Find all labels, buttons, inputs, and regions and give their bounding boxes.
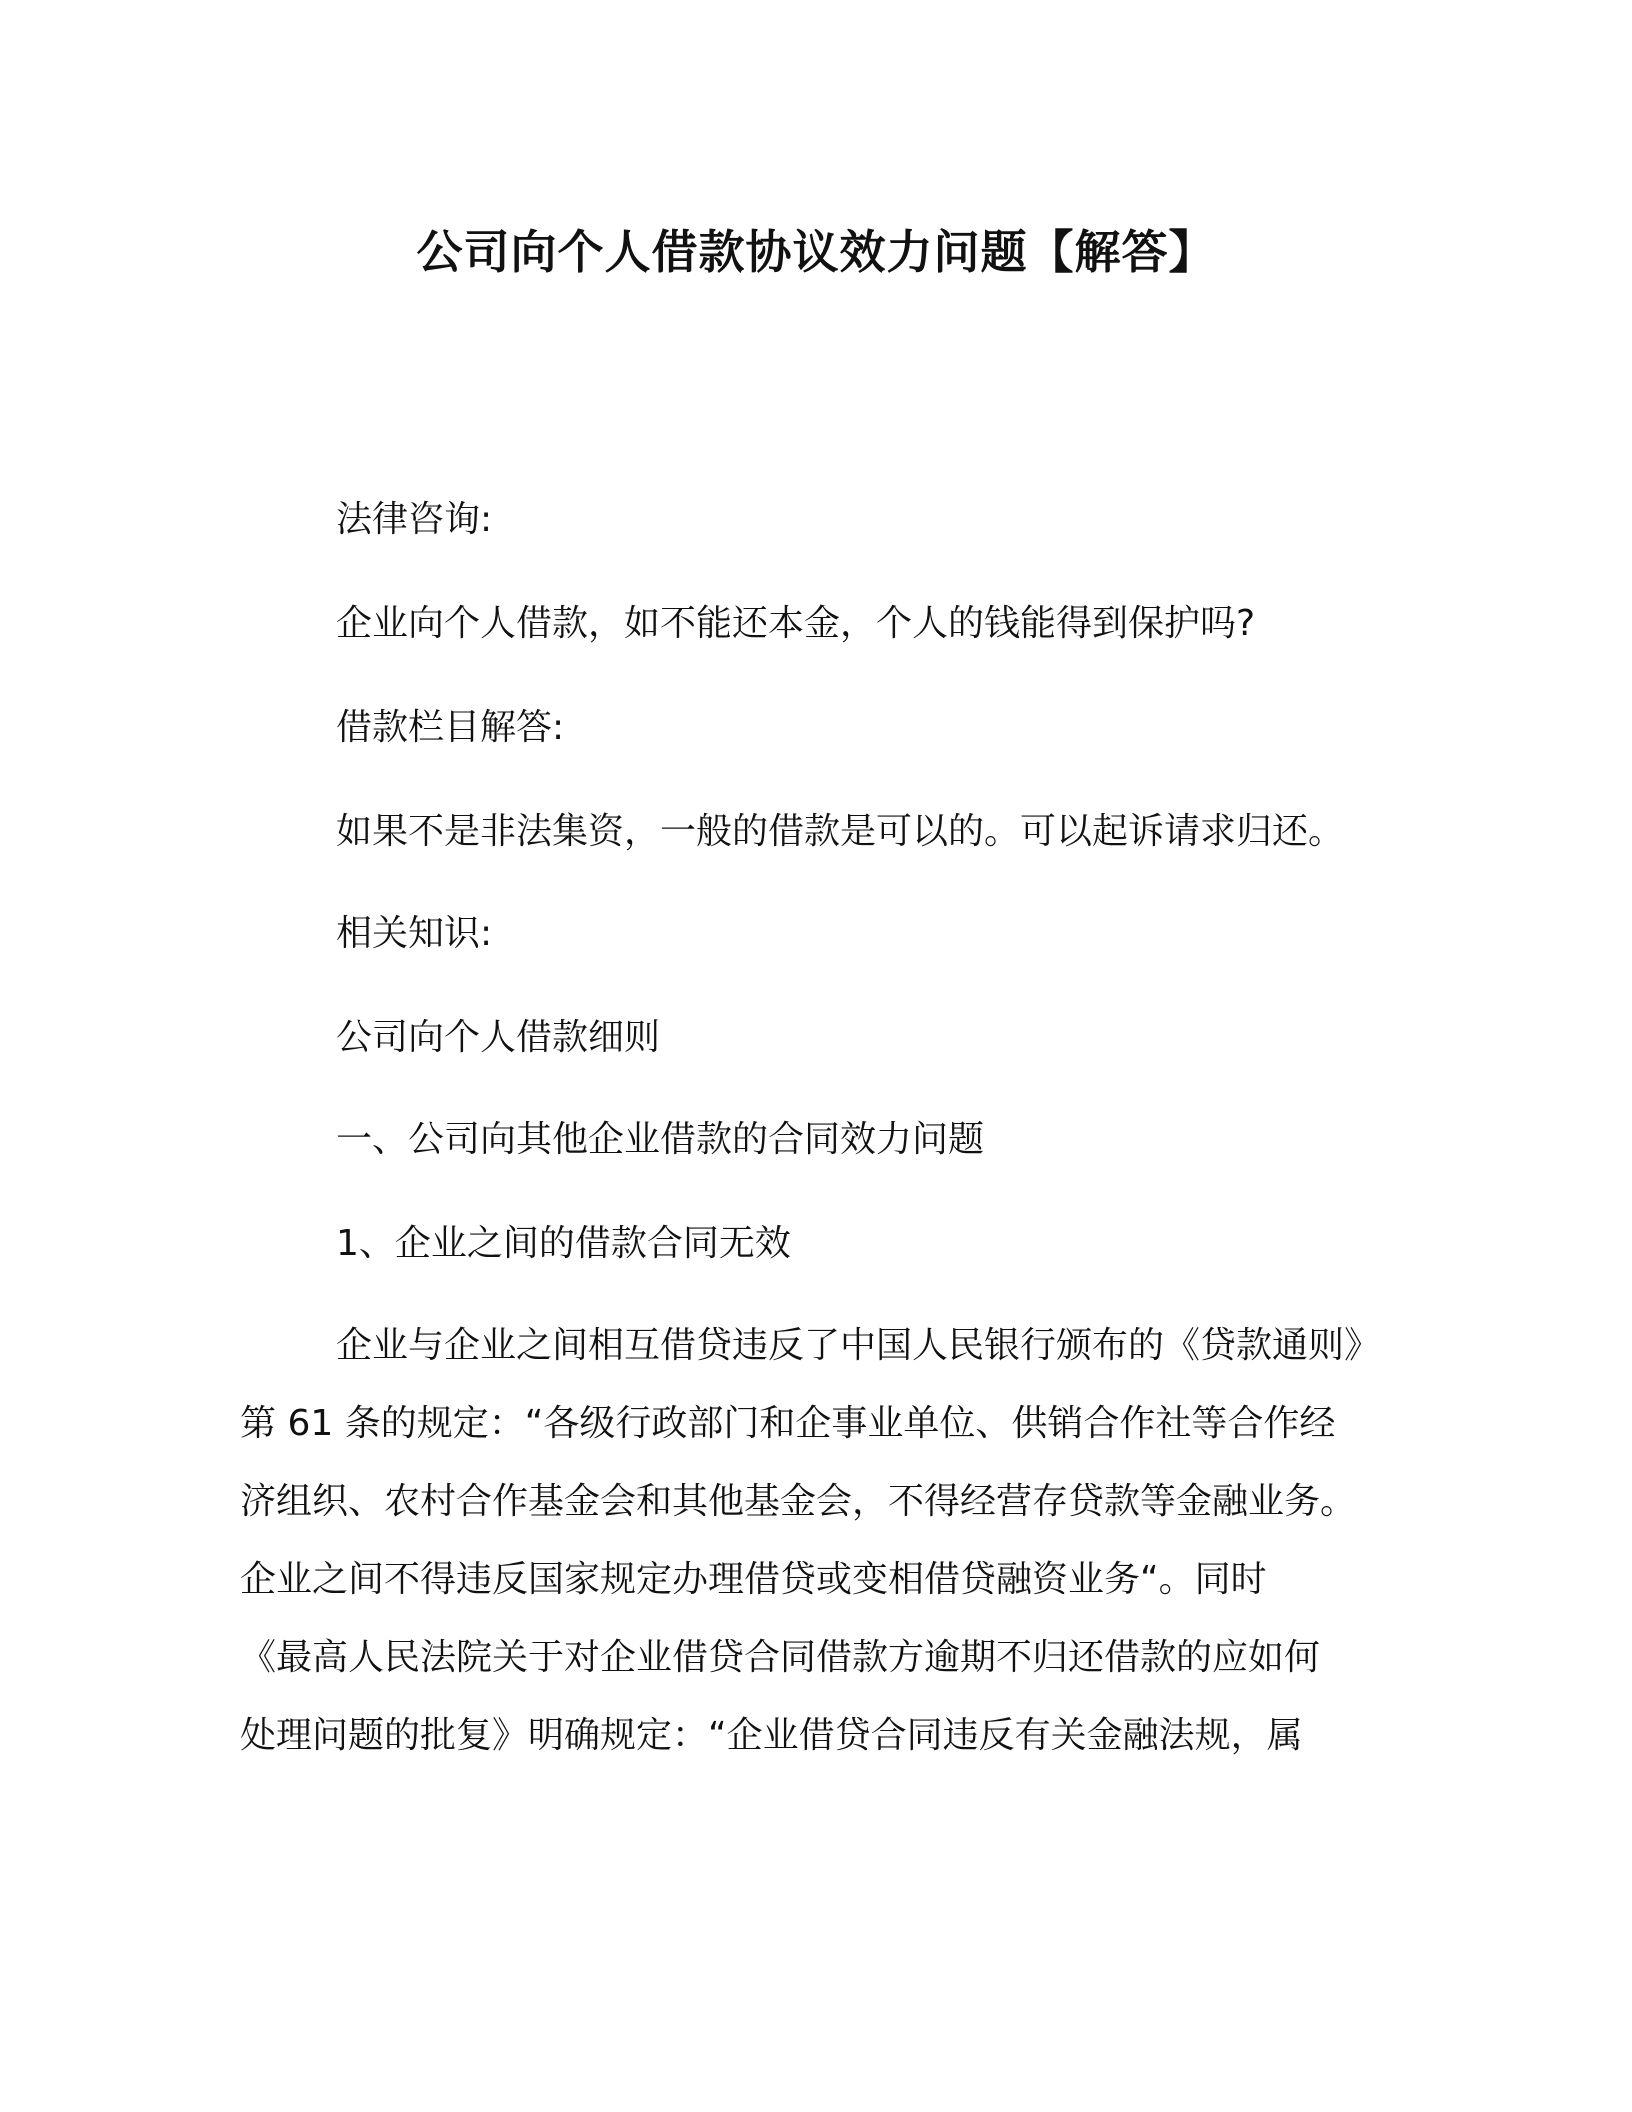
paragraph-rules-heading: 公司向个人借款细则 [336, 1017, 661, 1058]
body-line: 企业之间不得违反国家规定办理借贷或变相借贷融资业务“。同时 [240, 1559, 1267, 1600]
paragraph-answer: 如果不是非法集资，一般的借款是可以的。可以起诉请求归还。 [336, 811, 1345, 852]
paragraph-legal-consultation: 法律咨询: [336, 499, 493, 540]
document-title: 公司向个人借款协议效力问题【解答】 [416, 225, 1216, 279]
body-line: 处理问题的批复》明确规定：“企业借贷合同违反有关金融法规，属 [240, 1715, 1303, 1756]
paragraph-answer-heading: 借款栏目解答: [336, 707, 565, 748]
body-line: 企业与企业之间相互借贷违反了中国人民银行颁布的《贷款通则》 [336, 1325, 1381, 1366]
subsection-heading-1-1: 1、企业之间的借款合同无效 [336, 1223, 791, 1264]
paragraph-related-knowledge: 相关知识: [336, 913, 493, 954]
paragraph-question: 企业向个人借款，如不能还本金，个人的钱能得到保护吗? [336, 603, 1256, 644]
body-line: 《最高人民法院关于对企业借贷合同借款方逾期不归还借款的应如何 [240, 1637, 1321, 1678]
body-line: 第 61 条的规定：“各级行政部门和企事业单位、供销合作社等合作经 [240, 1403, 1336, 1444]
section-heading-1: 一、公司向其他企业借款的合同效力问题 [336, 1119, 985, 1160]
body-line: 济组织、农村合作基金会和其他基金会，不得经营存贷款等金融业务。 [240, 1481, 1357, 1522]
body-paragraph [240, 1320, 1420, 1788]
